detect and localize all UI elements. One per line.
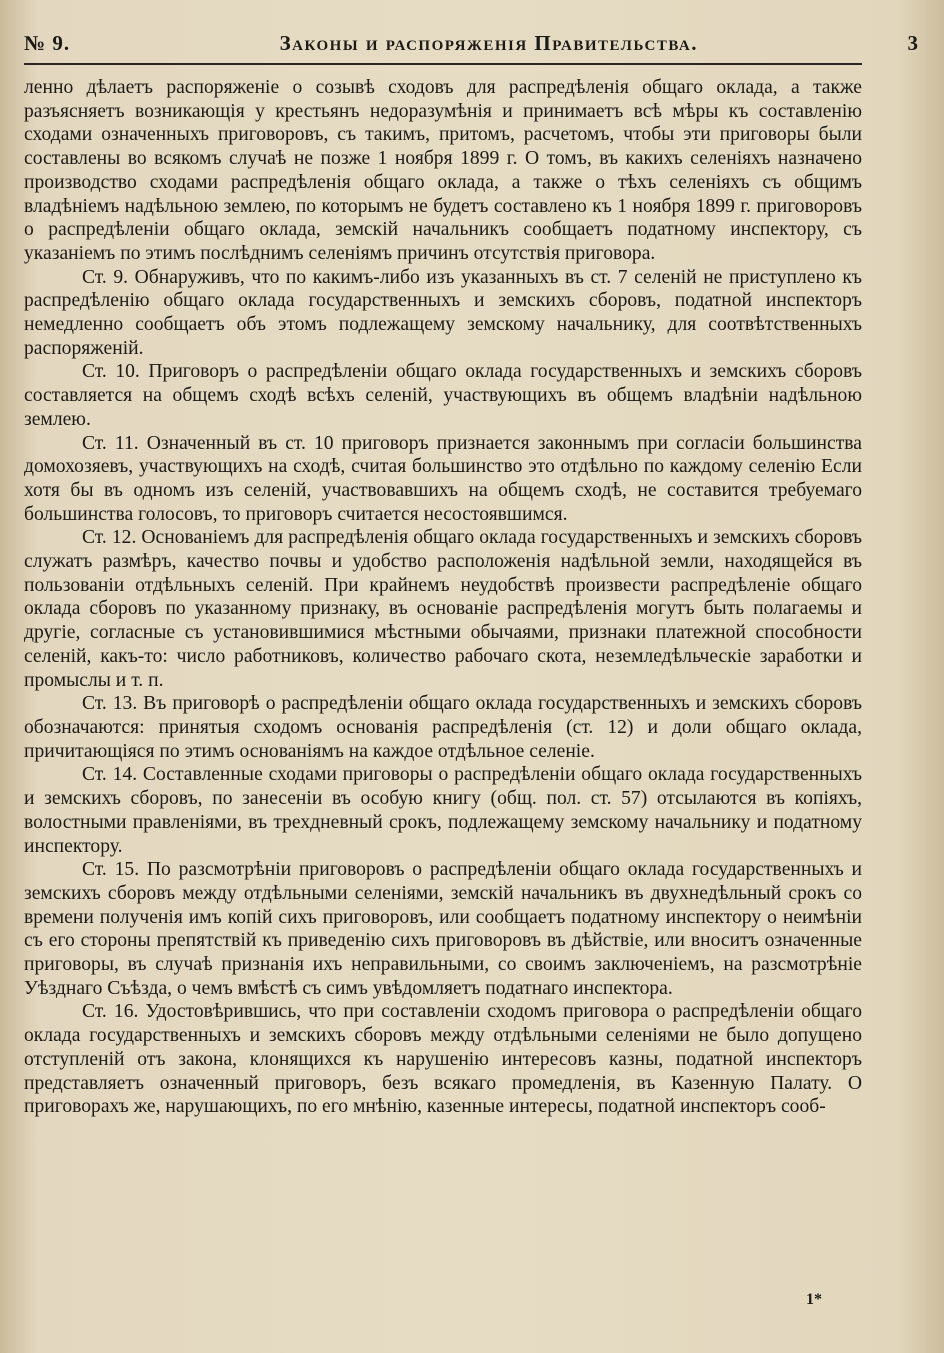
paragraph-article-13: Ст. 13. Въ приговорѣ о распредѣленіи общаго оклада государственныхъ и земскихъ сборовъ обозначаются: принятыя сходомъ основанія распредѣленія (ст. 12) и доли общаго оклада, причитающіяся по этимъ основаніямъ на каждое отдѣльное селеніе. bbox=[24, 693, 862, 762]
body-text bbox=[24, 76, 862, 1119]
page-header bbox=[24, 26, 919, 60]
paragraph-article-12: Ст. 12. Основаніемъ для распредѣленія общаго оклада государственныхъ и земскихъ сборовъ служатъ размѣръ, качество почвы и удобство расположенія надѣльной земли, находящейся въ пользованіи отдѣльныхъ селеній. При крайнемъ неудобствѣ произвести распредѣленіе общаго оклада сборовъ по указанному признаку, въ основаніе распредѣленія могутъ быть полагаемы и другіе, согласные съ установившимися мѣстными обычаями, признаки платежной способности селеній, какъ-то: число работниковъ, количество рабочаго скота, неземледѣльческіе заработки и промыслы и т. п. bbox=[24, 527, 862, 691]
issue-number: № 9. bbox=[24, 30, 71, 55]
paragraph-continuation: ленно дѣлаетъ распоряженіе о созывѣ сходовъ для распредѣленія общаго оклада, а также разъясняетъ возникающія у крестьянъ недоразумѣнія и принимаетъ всѣ мѣры къ составленію сходами означенныхъ приговоровъ, съ такимъ, притомъ, расчетомъ, чтобы эти приговоры были составлены во всякомъ случаѣ не позже 1 ноября 1899 г. О томъ, въ какихъ селеніяхъ назначено производство сходами распредѣленія общаго оклада, а также о тѣхъ селеніяхъ съ общимъ владѣніемъ надѣльною землею, по которымъ не будетъ составлено къ 1 ноября 1899 г. приговоровъ о распредѣленіи общаго оклада, земскій начальникъ сообщаетъ податному инспектору, съ указаніемъ по этимъ послѣднимъ селеніямъ причинъ отсутствія приговора. bbox=[24, 77, 862, 264]
paragraph-article-16: Ст. 16. Удостовѣрившись, что при составленіи сходомъ приговора о распредѣленіи общаго оклада государственныхъ и земскихъ сборовъ между отдѣльными селеніями не было допущено отступленій отъ закона, клонящихся къ нарушенію интересовъ казны, податной инспекторъ представляетъ означенный приговоръ, безъ всякаго промедленія, въ Казенную Палату. О приговорахъ же, нарушающихъ, по его мнѣнію, казенные интересы, податной инспекторъ сооб- bbox=[24, 1001, 862, 1118]
paragraph-article-10: Ст. 10. Приговоръ о распредѣленіи общаго оклада государственныхъ и земскихъ сборовъ составляется на общемъ сходѣ всѣхъ селеній, участвующихъ въ общемъ владѣніи надѣльною землею. bbox=[24, 361, 862, 430]
paragraph-article-9: Ст. 9. Обнаруживъ, что по какимъ-либо изъ указанныхъ въ ст. 7 селеній не приступлено къ распредѣленію общаго оклада государственныхъ и земскихъ сборовъ, податной инспекторъ немедленно сообщаетъ объ этомъ подлежащему земскому начальнику, для соотвѣтственныхъ распоряженій. bbox=[24, 266, 862, 359]
paragraph-article-15: Ст. 15. По разсмотрѣніи приговоровъ о распредѣленіи общаго оклада государственныхъ и земскихъ сборовъ между отдѣльными селеніями, земскій начальникъ въ двухнедѣльный срокъ со времени полученія имъ копій сихъ приговоровъ, или сообщаетъ податному инспектору о неимѣніи съ его стороны препятствій къ приведенію сихъ приговоровъ въ дѣйствіе, или вноситъ означенные приговоры, въ случаѣ признанія ихъ неправильными, со своимъ заключеніемъ, на разсмотрѣніе Уѣзднаго Съѣзда, о чемъ вмѣстѣ съ симъ увѣдомляетъ податнаго инспектора. bbox=[24, 859, 862, 999]
page-number: 3 bbox=[907, 30, 919, 55]
paragraph-article-14: Ст. 14. Составленные сходами приговоры о распредѣленіи общаго оклада государственныхъ и земскихъ сборовъ, по занесеніи въ особую книгу (общ. пол. ст. 57) отсылаются въ копіяхъ, волостными правленіями, въ трехдневный срокъ, подлежащему земскому начальнику и податному инспектору. bbox=[24, 764, 862, 857]
paragraph-article-11: Ст. 11. Означенный въ ст. 10 приговоръ признается законнымъ при согласіи большинства домохозяевъ, участвующихъ на сходѣ, считая большинство это отдѣльно по каждому селенію Если хотя бы въ одномъ изъ селеній, участвовавшихъ на общемъ сходѣ, не составится требуемаго большинства голосовъ, то приговоръ считается несостоявшимся. bbox=[24, 432, 862, 525]
signature-mark: 1* bbox=[806, 1291, 822, 1308]
page-title: Законы и распоряженія Правительства. bbox=[279, 30, 699, 55]
header-rule bbox=[24, 63, 862, 65]
